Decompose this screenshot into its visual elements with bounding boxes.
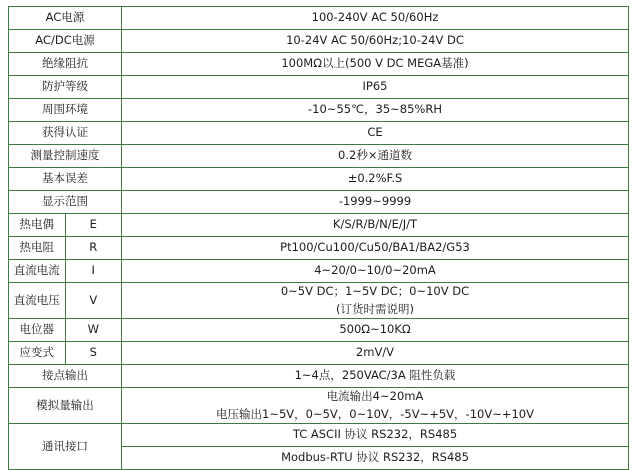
row-label: 热电阻 [9, 237, 66, 260]
row-value: Modbus-RTU 协议 RS232，RS485 [122, 447, 629, 470]
table-row [9, 168, 629, 191]
table-row [9, 30, 629, 53]
table-row [9, 237, 629, 260]
table-row [9, 76, 629, 99]
table-row [9, 365, 629, 388]
row-label: 绝缘阻抗 [9, 53, 122, 76]
row-label: 测量控制速度 [9, 145, 122, 168]
row-value-line: (订货时需说明) [336, 301, 414, 316]
row-value [122, 388, 629, 424]
row-symbol: R [65, 237, 122, 260]
row-symbol: W [65, 319, 122, 342]
table-row [9, 7, 629, 30]
table-row [9, 342, 629, 365]
row-value: 100MΩ以上(500 V DC MEGA基准) [122, 53, 629, 76]
row-value-line: 电压输出1~5V，0~5V，0~10V，-5V~+5V，-10V~+10V [216, 406, 534, 421]
row-value: ±0.2%F.S [122, 168, 629, 191]
table-body [9, 7, 629, 470]
table-row [9, 283, 629, 319]
row-symbol: I [65, 260, 122, 283]
row-label: 获得认证 [9, 122, 122, 145]
row-value: 4~20/0~10/0~20mA [122, 260, 629, 283]
row-value: 10-24V AC 50/60Hz;10-24V DC [122, 30, 629, 53]
row-value: 100-240V AC 50/60Hz [122, 7, 629, 30]
row-value: 0.2秒×通道数 [122, 145, 629, 168]
specification-table [8, 6, 629, 470]
row-label: 基本误差 [9, 168, 122, 191]
row-label: AC电源 [9, 7, 122, 30]
table-row [9, 191, 629, 214]
row-value-line: 电流输出4~20mA [326, 389, 424, 404]
row-value: TC ASCII 协议 RS232，RS485 [122, 424, 629, 447]
row-label: 模拟量输出 [9, 388, 122, 424]
row-value-line: 0~5V DC；1~5V DC；0~10V DC [280, 284, 470, 298]
row-label: 应变式 [9, 342, 66, 365]
row-value: IP65 [122, 76, 629, 99]
row-value: 1~4点，250VAC/3A 阻性负载 [122, 365, 629, 388]
row-label: 接点输出 [9, 365, 122, 388]
row-symbol: V [65, 283, 122, 319]
row-label: AC/DC电源 [9, 30, 122, 53]
table-row [9, 122, 629, 145]
table-row [9, 99, 629, 122]
row-value: 2mV/V [122, 342, 629, 365]
table-row [9, 388, 629, 424]
table-row [9, 260, 629, 283]
table-row [9, 145, 629, 168]
row-value [122, 283, 629, 319]
row-value: -1999~9999 [122, 191, 629, 214]
table-row [9, 319, 629, 342]
row-label: 显示范围 [9, 191, 122, 214]
row-value: -10~55℃，35~85%RH [122, 99, 629, 122]
row-symbol: S [65, 342, 122, 365]
row-label: 通讯接口 [9, 424, 122, 470]
table-row [9, 214, 629, 237]
row-value: Pt100/Cu100/Cu50/BA1/BA2/G53 [122, 237, 629, 260]
row-value: K/S/R/B/N/E/J/T [122, 214, 629, 237]
row-label: 热电偶 [9, 214, 66, 237]
row-symbol: E [65, 214, 122, 237]
row-label: 防护等级 [9, 76, 122, 99]
row-label: 周围环境 [9, 99, 122, 122]
row-value: CE [122, 122, 629, 145]
table-row [9, 424, 629, 447]
row-label: 直流电流 [9, 260, 66, 283]
table-row [9, 53, 629, 76]
row-label: 电位器 [9, 319, 66, 342]
row-value: 500Ω~10KΩ [122, 319, 629, 342]
row-label: 直流电压 [9, 283, 66, 319]
